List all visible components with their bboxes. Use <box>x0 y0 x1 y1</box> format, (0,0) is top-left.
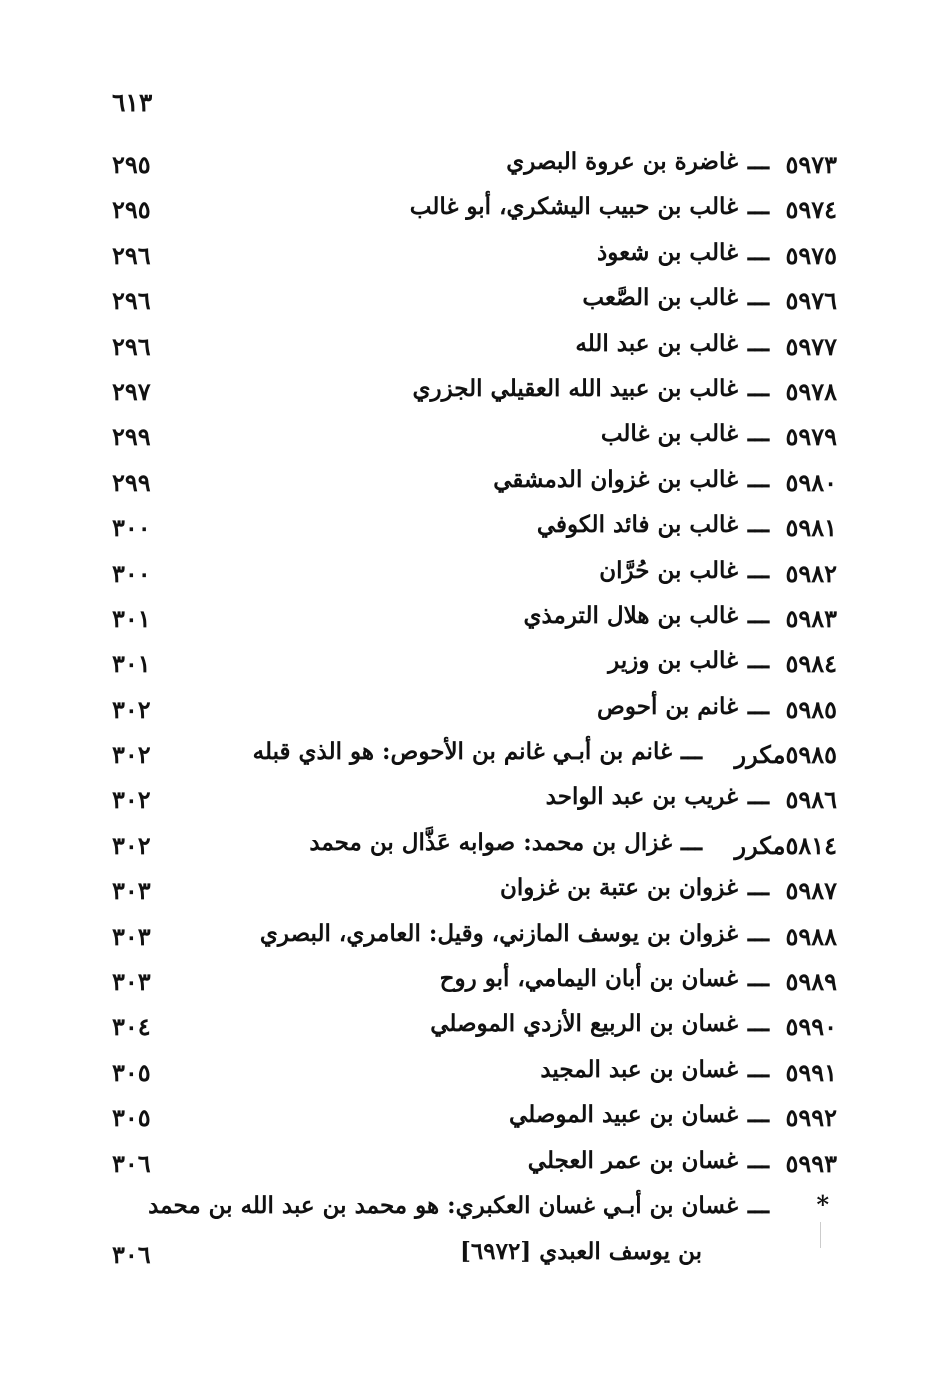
entry-name: غزال بن محمد: صوابه عَذَّال بن محمد <box>309 828 672 856</box>
entry-number: ٥٩٨٧ <box>785 876 837 906</box>
index-entry <box>0 505 934 550</box>
index-entry <box>0 414 934 459</box>
entry-dash: ـــ <box>747 1144 769 1174</box>
entry-name: غسان بن عبيد الموصلي <box>509 1101 738 1129</box>
index-entry <box>0 369 934 414</box>
entry-dash: ـــ <box>747 146 769 175</box>
entry-dash: ـــ <box>680 736 702 766</box>
entry-number: ٥٩٩١ <box>785 1057 837 1087</box>
entry-page: ٣٠٢ <box>112 694 151 724</box>
asterisk-icon: * <box>816 1189 829 1219</box>
entry-name: غانم بن أحوص <box>597 692 738 720</box>
entry-page: ٣٠٠ <box>112 558 151 588</box>
entry-dash: ـــ <box>747 282 769 312</box>
entry-name: غزوان بن عتبة بن غزوان <box>500 874 738 902</box>
index-entry <box>0 687 934 732</box>
margin-mark <box>820 1222 821 1248</box>
entry-dash: ـــ <box>747 1053 769 1083</box>
entry-page: ٢٩٦ <box>112 286 151 316</box>
entry-page: ٣٠٣ <box>112 876 151 906</box>
entry-page: ٣٠٢ <box>112 785 151 815</box>
entry-page: ٣٠٣ <box>112 967 151 997</box>
index-entry <box>0 233 934 278</box>
entry-name: غانم بن أبـي غانم بن الأحوص: هو الذي قبله <box>252 738 672 766</box>
index-entry <box>0 641 934 686</box>
page-number: ٦١٣ <box>112 88 153 117</box>
index-entry <box>0 142 934 187</box>
entry-dash: ـــ <box>747 1008 769 1038</box>
entry-number: ٥٩٧٨ <box>785 376 837 406</box>
entry-number: ٥٩٨٢ <box>785 558 837 588</box>
entry-page: ٣٠٤ <box>112 1012 151 1042</box>
entry-name: غسان بن عمر العجلي <box>527 1146 738 1174</box>
entry-page: ٣٠٢ <box>112 830 151 860</box>
entry-number: ٥٩٨٠ <box>785 467 837 497</box>
entry-number: ٥٩٧٣ <box>785 150 837 179</box>
index-entry <box>0 1095 934 1140</box>
entry-page: ٣٠٦ <box>112 1148 151 1178</box>
entry-name: غسان بن عبد المجيد <box>540 1055 738 1083</box>
entry-number: ٥٩٨١ <box>785 513 837 543</box>
entry-page: ٣٠٢ <box>112 740 151 770</box>
entry-page: ٣٠١ <box>112 603 151 633</box>
entry-page: ٢٩٥ <box>112 195 151 225</box>
entry-number: ٥٩٧٧ <box>785 331 837 361</box>
entry-number: ٥٩٨٦ <box>785 785 837 815</box>
index-entries <box>0 142 934 1278</box>
entry-page: ٢٩٦ <box>112 331 151 361</box>
entry-dash: ـــ <box>747 554 769 584</box>
entry-number: ٥٩٩٣ <box>785 1148 837 1178</box>
entry-name: غالب بن غالب <box>600 420 738 448</box>
entry-name: غالب بن عبد الله <box>575 329 738 357</box>
entry-page: ٢٩٧ <box>112 376 151 406</box>
entry-name: غالب بن حُرَّان <box>599 556 738 584</box>
entry-dash: ـــ <box>680 826 702 856</box>
entry-number: ٥٩٧٥ <box>785 240 837 270</box>
entry-number: ٥٩٨٥ <box>785 694 837 724</box>
index-entry <box>0 187 934 232</box>
entry-page: ٣٠٥ <box>112 1103 151 1133</box>
entry-name: غالب بن وزير <box>608 647 738 675</box>
entry-dash: ـــ <box>747 236 769 266</box>
entry-number: ٥٩٩٢ <box>785 1103 837 1133</box>
entry-dash: ـــ <box>747 509 769 539</box>
entry-number: ٥٩٨٥مكرر <box>734 740 837 770</box>
entry-dash: ـــ <box>747 645 769 675</box>
entry-name-line1: غسان بن أبـي غسان العكبري: هو محمد بن عبد الله بن محمد <box>148 1191 738 1219</box>
index-entry <box>0 1050 934 1095</box>
entry-dash: ـــ <box>747 1189 769 1219</box>
index-entry <box>0 1141 934 1186</box>
index-entry <box>0 777 934 822</box>
entry-page: ٢٩٩ <box>112 467 151 497</box>
entry-dash: ـــ <box>747 690 769 720</box>
index-entry <box>0 324 934 369</box>
entry-name: غالب بن حبيب اليشكري، أبو غالب <box>409 193 738 221</box>
entry-name: غالب بن شعوذ <box>596 238 738 266</box>
entry-dash: ـــ <box>747 917 769 947</box>
index-entry <box>0 732 934 777</box>
entry-name: غزوان بن يوسف المازني، وقيل: العامري، البصري <box>259 919 738 947</box>
entry-number: ٥٩٨٨ <box>785 921 837 951</box>
entry-dash: ـــ <box>747 327 769 357</box>
entry-number: ٥٩٧٩ <box>785 422 837 452</box>
entry-name: غسان بن الربيع الأزدي الموصلي <box>430 1010 738 1038</box>
entry-page: ٢٩٦ <box>112 240 151 270</box>
entry-number: ٥٨١٤مكرر <box>734 830 837 860</box>
entry-page: ٣٠٠ <box>112 513 151 543</box>
index-entry <box>0 596 934 641</box>
entry-dash: ـــ <box>747 191 769 221</box>
entry-number: ٥٩٩٠ <box>785 1012 837 1042</box>
index-entry <box>0 551 934 596</box>
entry-name: غالب بن غزوان الدمشقي <box>493 465 738 493</box>
entry-dash: ـــ <box>747 463 769 493</box>
entry-dash: ـــ <box>747 781 769 811</box>
entry-number: ٥٩٨٩ <box>785 967 837 997</box>
entry-page: ٣٠١ <box>112 649 151 679</box>
entry-dash: ـــ <box>747 963 769 993</box>
entry-name: غالب بن عبيد الله العقيلي الجزري <box>412 374 738 402</box>
entry-dash: ـــ <box>747 418 769 448</box>
index-entry <box>0 1004 934 1049</box>
entry-name: غالب بن فائد الكوفي <box>536 511 738 539</box>
entry-dash: ـــ <box>747 599 769 629</box>
entry-name-line2: بن يوسف العبدي [٦٩٧٢] <box>460 1237 702 1265</box>
entry-name: غاضرة بن عروة البصري <box>506 148 738 175</box>
entry-page: ٢٩٥ <box>112 150 151 179</box>
index-entry <box>0 914 934 959</box>
entry-page: ٣٠٥ <box>112 1057 151 1087</box>
entry-name: غالب بن الصَّعب <box>582 284 738 312</box>
index-entry <box>0 823 934 868</box>
index-entry-crossref <box>0 1186 934 1278</box>
entry-dash: ـــ <box>747 872 769 902</box>
entry-number: ٥٩٧٦ <box>785 286 837 316</box>
index-entry <box>0 460 934 505</box>
entry-dash: ـــ <box>747 372 769 402</box>
entry-page: ٢٩٩ <box>112 422 151 452</box>
entry-dash: ـــ <box>747 1099 769 1129</box>
entry-number: ٥٩٧٤ <box>785 195 837 225</box>
entry-name: غريب بن عبد الواحد <box>545 783 738 811</box>
entry-number: ٥٩٨٤ <box>785 649 837 679</box>
index-entry <box>0 868 934 913</box>
index-entry <box>0 959 934 1004</box>
index-entry <box>0 278 934 323</box>
entry-page: ٣٠٦ <box>112 1239 151 1269</box>
entry-page: ٣٠٣ <box>112 921 151 951</box>
entry-number: ٥٩٨٣ <box>785 603 837 633</box>
entry-name: غسان بن أبان اليمامي، أبو روح <box>439 965 738 993</box>
entry-name: غالب بن هلال الترمذي <box>523 601 738 629</box>
